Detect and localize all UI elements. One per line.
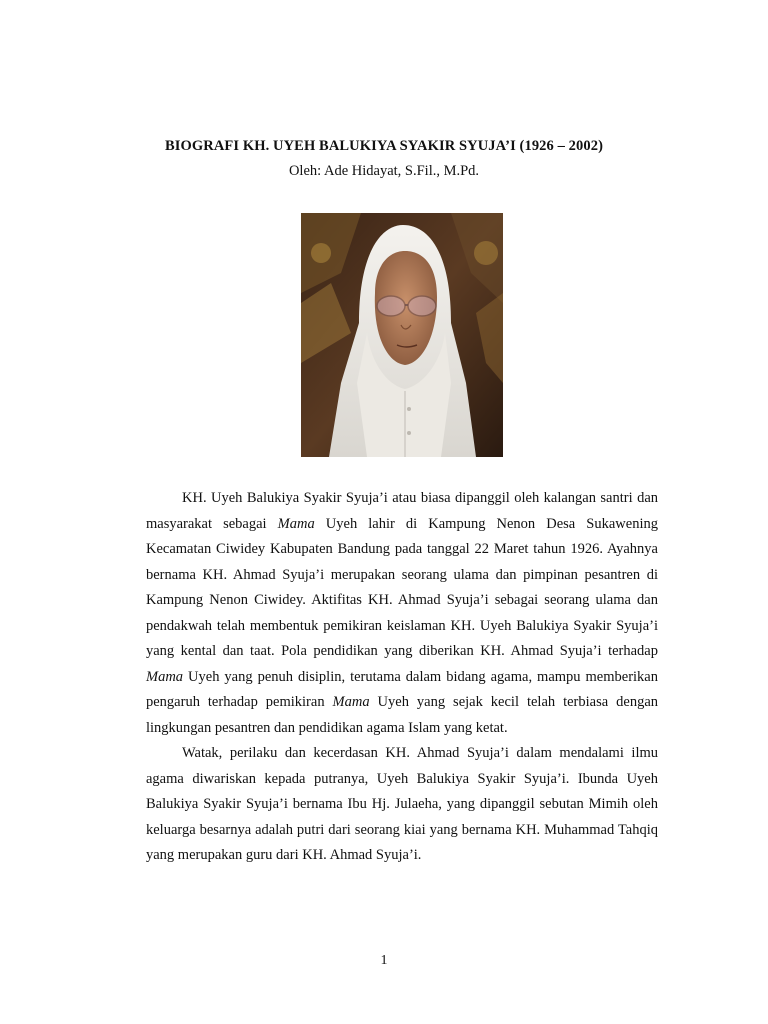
paragraph-1-part-4: Uyeh yang sejak kecil telah terbiasa dengan lingkungan pesantren dan pendidikan agama Islam yang ketat.	[146, 694, 658, 736]
portrait-photo	[301, 213, 503, 457]
biography-body	[146, 486, 658, 869]
document-title: BIOGRAFI KH. UYEH BALUKIYA SYAKIR SYUJA’I (1926 – 2002)	[164, 138, 603, 154]
paragraph-1	[146, 486, 658, 741]
page-number: 1	[380, 953, 388, 968]
paragraph-2: Watak, perilaku dan kecerdasan KH. Ahmad Syuja’i dalam mendalami ilmu agama diwariskan kepada putranya, Uyeh Balukiya Syakir Syuja’i. Ibunda Uyeh Balukiya Syakir Syuja’i bernama Ibu Hj. Julaeha, yang dipanggil sebutan Mimih oleh keluarga besarnya adalah putri dari seorang kiai yang bernama KH. Muhammad Tahqiq yang merupakan guru dari KH. Ahmad Syuja’i.	[146, 745, 658, 863]
emphasis-mama-1: Mama	[277, 515, 315, 532]
emphasis-mama-3: Mama	[332, 694, 370, 710]
paragraph-1-part-3: Uyeh yang penuh disiplin, terutama dalam bidang agama, mampu memberikan pengaruh terhadap pemikiran	[146, 668, 658, 710]
paragraph-1-part-1: KH. Uyeh Balukiya Syakir Syuja’i atau biasa dipanggil oleh kalangan santri dan masyarakat sebagai	[146, 490, 658, 532]
emphasis-mama-2: Mama	[146, 668, 184, 685]
document-author: Oleh: Ade Hidayat, S.Fil., M.Pd.	[288, 163, 480, 179]
paragraph-1-part-2: Uyeh lahir di Kampung Nenon Desa Sukawening Kecamatan Ciwidey Kabupaten Bandung pada tanggal 22 Maret tahun 1926. Ayahnya bernama KH. Ahmad Syuja’i merupakan seorang ulama dan pimpinan pesantren di Kampung Nenon Ciwidey. Aktifitas KH. Ahmad Syuja’i sebagai seorang ulama dan pendakwah telah membentuk pemikiran keislaman KH. Uyeh Balukiya Syakir Syuja’i yang kental dan taat. Pola pendidikan yang diberikan KH. Ahmad Syuja’i terhadap	[146, 515, 658, 659]
